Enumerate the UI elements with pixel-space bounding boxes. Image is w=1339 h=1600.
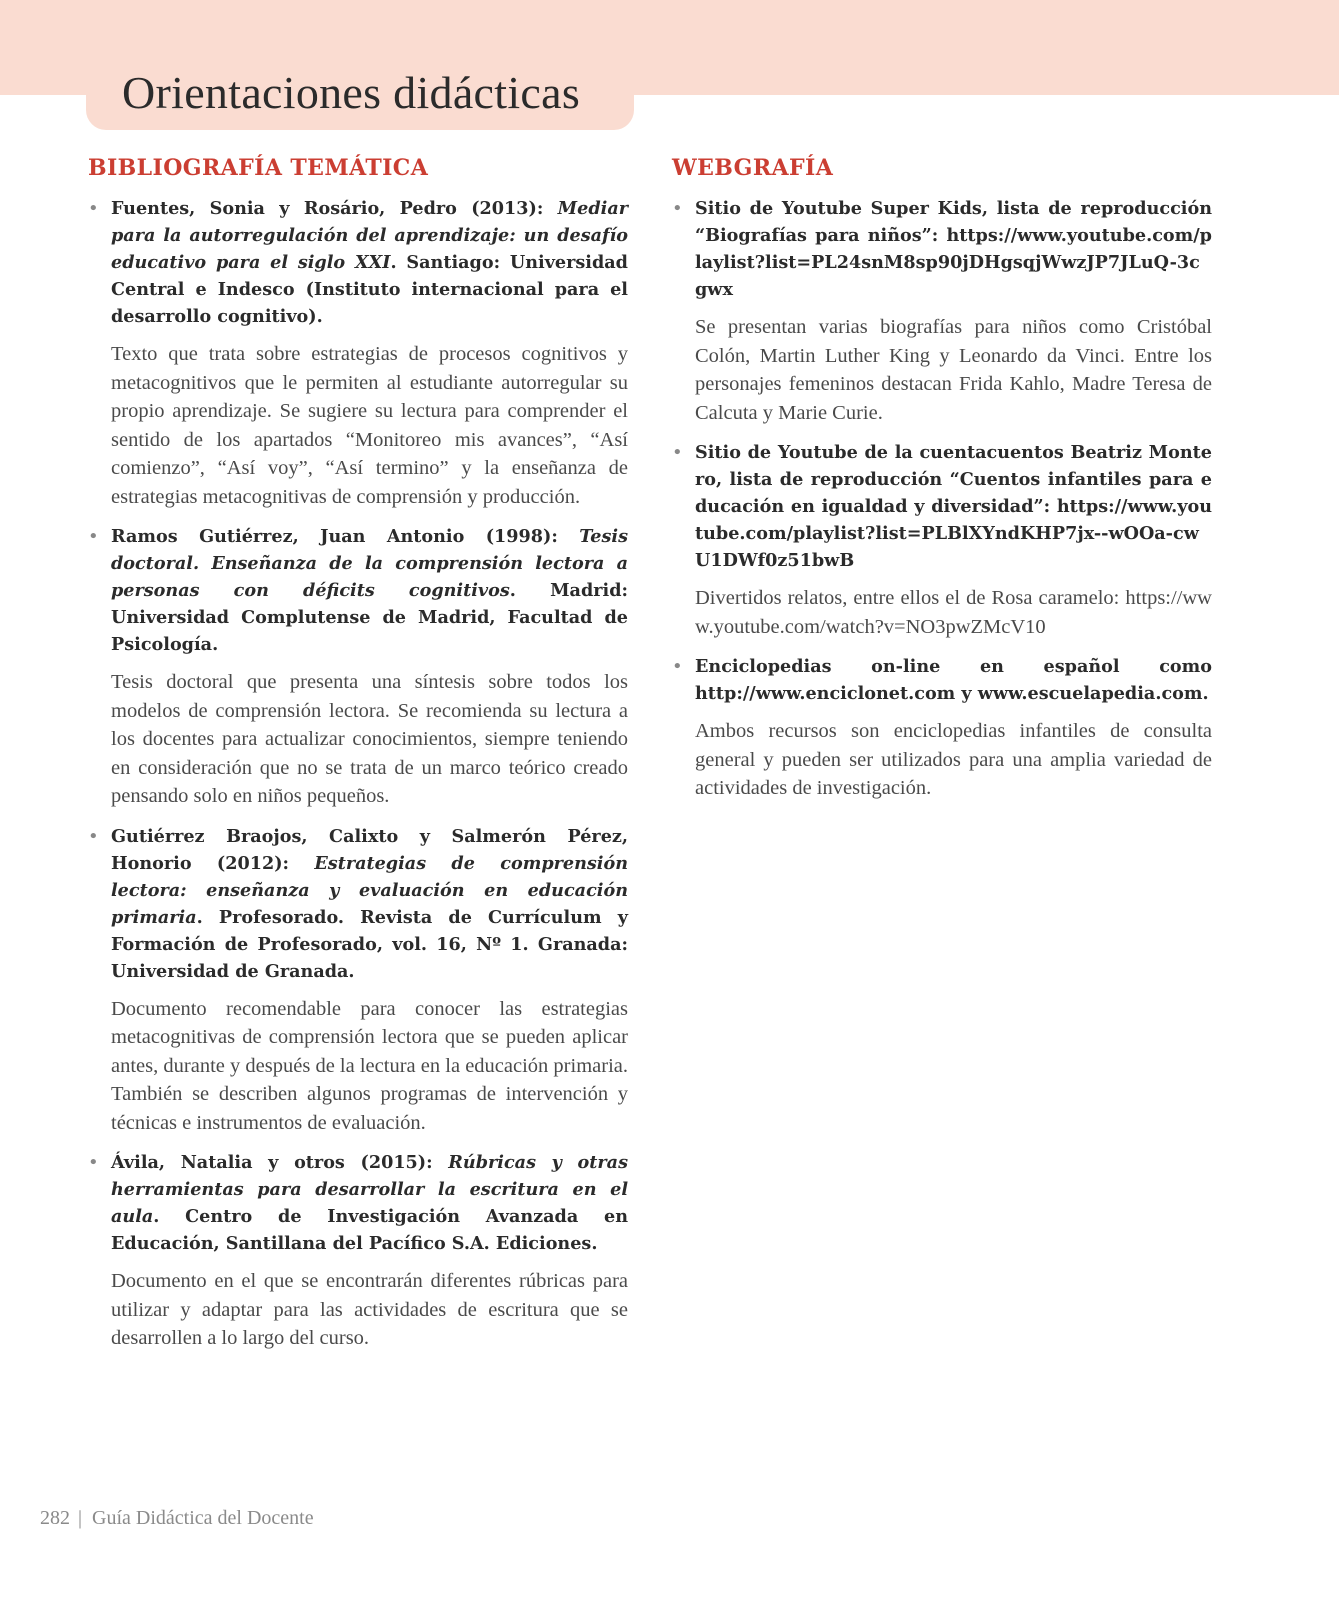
web-resource-link[interactable]: Sitio de Youtube de la cuentacuentos Beatriz Montero, lista de reproducción “Cuentos infantiles para educación en igualdad y diversidad”: https://www.youtube.com/playlist?list=PLBlXYndKHP7jx--wOOa-cwU1DWf0z51bwB — [695, 442, 1212, 571]
citation-publisher: . Centro de Investigación Avanzada en Educación, Santillana del Pacífico S.A. Ediciones. — [111, 1206, 628, 1254]
webography-entry — [672, 439, 1212, 641]
bibliography-heading: BIBLIOGRAFÍA TEMÁTICA — [88, 155, 429, 181]
webography-heading: WEBGRAFÍA — [672, 155, 834, 181]
citation — [111, 1149, 628, 1257]
bibliography-entry — [88, 1149, 628, 1353]
bibliography-section — [88, 155, 628, 1365]
book-title: Guía Didáctica del Docente — [92, 1507, 314, 1529]
citation-authors: Fuentes, Sonia y Rosário, Pedro (2013): — [111, 198, 558, 219]
page-footer — [40, 1507, 314, 1530]
bibliography-entry — [88, 195, 628, 511]
citation-publisher: . Madrid: Universidad Complutense de Madrid, Facultad de Psicología. — [111, 580, 628, 655]
citation — [111, 523, 628, 658]
citation-authors: Ávila, Natalia y otros (2015): — [111, 1152, 449, 1173]
footer-separator: | — [78, 1507, 83, 1529]
bullet-icon: • — [672, 656, 683, 677]
citation-authors: Gutiérrez Braojos, Calixto y Salmerón Pérez, Honorio (2012): — [111, 825, 628, 874]
bullet-icon: • — [88, 198, 99, 219]
citation-title: Mediar para la autorregulación del aprendizaje: un desafío educativo para el siglo XXI — [111, 198, 628, 273]
citation-publisher: . Santiago: Universidad Central e Indesco (Instituto internacional para el desarrollo cognitivo). — [111, 252, 628, 327]
page-title: Orientaciones didácticas — [122, 67, 581, 118]
citation-title: Tesis doctoral. Enseñanza de la comprensión lectora a personas con déficits cognitivos — [111, 526, 628, 601]
page-number: 282 — [40, 1507, 70, 1529]
bullet-icon: • — [88, 825, 99, 847]
webography-section — [672, 155, 1212, 815]
entry-description: Documento recomendable para conocer las estrategias metacognitivas de comprensión lectora que se pueden aplicar antes, durante y después de la lectura en la educación primaria. También se describen algunos programas de intervención y técnicas e instrumentos de evaluación. — [111, 997, 628, 1134]
citation-authors: Ramos Gutiérrez, Juan Antonio (1998): — [111, 526, 580, 547]
bullet-icon: • — [88, 526, 99, 547]
entry-description: Texto que trata sobre estrategias de procesos cognitivos y metacognitivos que le permiten al estudiante autorregular su propio aprendizaje. Se sugiere su lectura para comprender el sentido de los apartados “Monitoreo mis avances”, “Así comienzo”, “Así voy”, “Así termino” y la enseñanza de estrategias metacognitivas de comprensión y producción. — [111, 343, 628, 508]
entry-description: Ambos recursos son enciclopedias infantiles de consulta general y pueden ser utilizados para una amplia variedad de actividades de investigación. — [695, 720, 1212, 799]
citation-publisher: . Profesorado. Revista de Currículum y Formación de Profesorado, vol. 16, Nº 1. Granada: Universidad de Granada. — [111, 906, 628, 982]
citation — [111, 195, 628, 330]
webography-entry — [672, 195, 1212, 427]
bullet-icon: • — [672, 198, 683, 219]
webography-entry — [672, 653, 1212, 803]
bibliography-entry — [88, 823, 628, 1138]
bullet-icon: • — [672, 442, 683, 463]
entry-description: Divertidos relatos, entre ellos el de Rosa caramelo: https://www.youtube.com/watch?v=NO3pwZMcV10 — [695, 587, 1212, 638]
entry-description: Tesis doctoral que presenta una síntesis sobre todos los modelos de comprensión lectora. Se recomienda su lectura a los docentes para actualizar conocimientos, siempre teniendo en consideración que no se trata de un marco teórico creado pensando solo en niños pequeños. — [111, 671, 628, 807]
web-resource-link[interactable]: Enciclopedias on-line en español como http://www.enciclonet.com y www.escuelapedia.com. — [695, 656, 1212, 704]
web-resource-link[interactable]: Sitio de Youtube Super Kids, lista de reproducción “Biografías para niños”: https://www.youtube.com/playlist?list=PL24snM8sp90jDHgsqjWwzJP7JLuQ-3cgwx — [695, 198, 1212, 300]
entry-description: Documento en el que se encontrarán diferentes rúbricas para utilizar y adaptar para las actividades de escritura que se desarrollen a lo largo del curso. — [111, 1270, 628, 1349]
citation-title: Rúbricas y otras herramientas para desarrollar la escritura en el aula — [111, 1152, 628, 1227]
citation — [111, 823, 628, 985]
bibliography-entry — [88, 523, 628, 811]
citation-title: Estrategias de comprensión lectora: enseñanza y evaluación en educación primaria — [111, 852, 629, 928]
bullet-icon: • — [88, 1152, 99, 1173]
entry-description: Se presentan varias biografías para niños como Cristóbal Colón, Martin Luther King y Leonardo da Vinci. Entre los personajes femeninos destacan Frida Kahlo, Madre Teresa de Calcuta y Marie Curie. — [695, 316, 1212, 424]
